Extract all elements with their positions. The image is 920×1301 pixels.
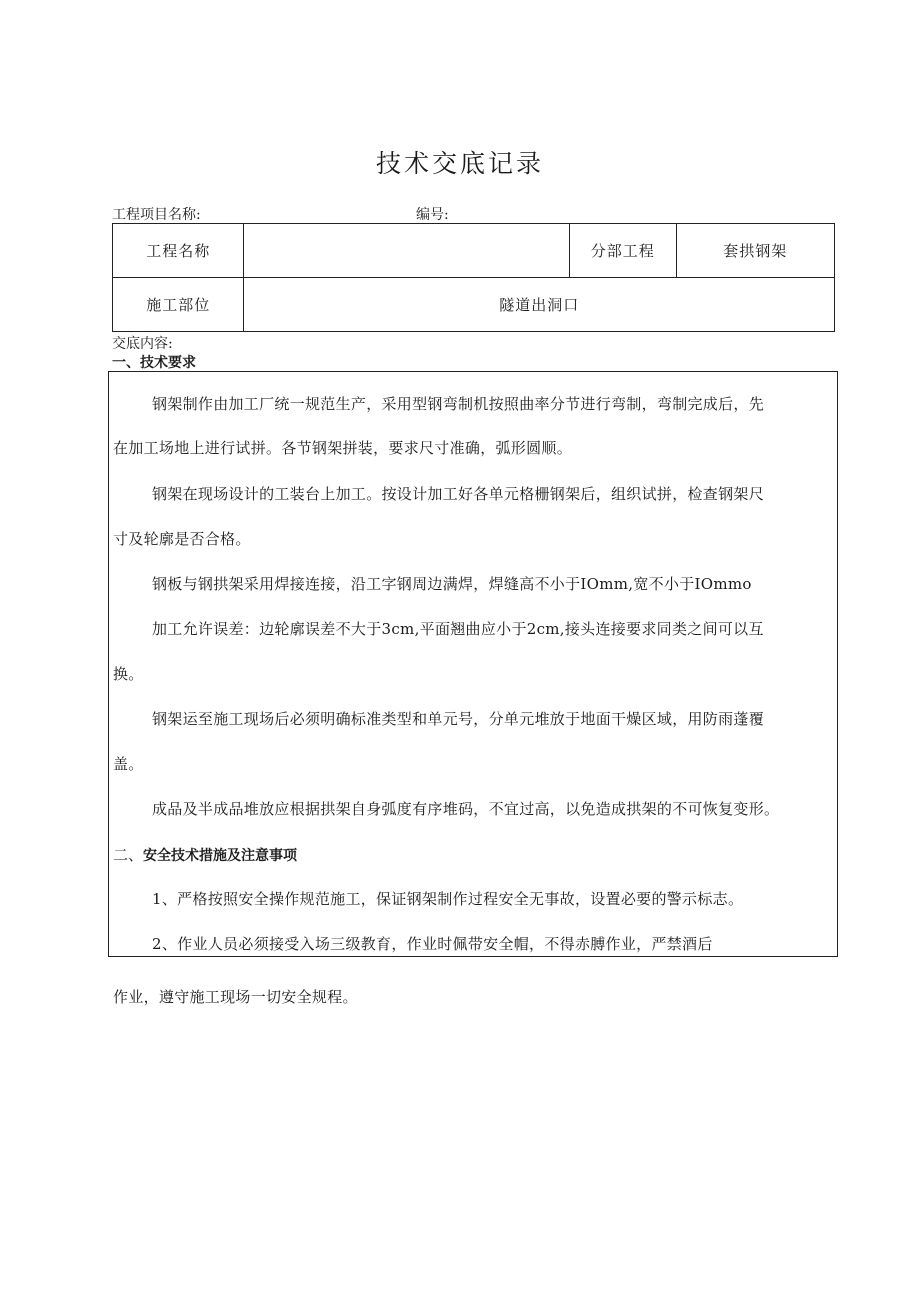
content-line: 钢板与钢拱架采用焊接连接，沿工字钢周边满焊，焊缝高不小于IOmm,宽不小于IOmmo [152, 575, 752, 593]
content-line: 寸及轮廓是否合格。 [113, 530, 251, 548]
number-label: 编号: [416, 207, 449, 223]
content-line: 盖。 [113, 755, 144, 773]
section2-heading: 安全技术措施及注意事项 [143, 848, 298, 864]
content-box [108, 371, 838, 957]
table-row [113, 278, 835, 332]
project-name-value [244, 224, 570, 278]
section2-prefix: 二、 [113, 846, 144, 864]
content-line: 加工允许误差：边轮廓误差不大于3cm,平面翘曲应小于2cm,接头连接要求同类之间可以互 [152, 620, 764, 638]
sub-project-value: 套拱钢架 [676, 224, 834, 278]
construction-location-value: 隧道出洞口 [244, 278, 835, 332]
section2-title [113, 844, 297, 865]
info-table [112, 223, 835, 332]
content-line: 钢架在现场设计的工装台上加工。按设计加工好各单元格栅钢架后，组织试拼，检查钢架尺 [152, 485, 765, 503]
content-line: 1、严格按照安全操作规范施工，保证钢架制作过程安全无事故，设置必要的警示标志。 [152, 890, 744, 908]
table-row [113, 224, 835, 278]
content-line: 成品及半成品堆放应根据拱架自身弧度有序堆码，不宜过高，以免造成拱架的不可恢复变形。 [152, 800, 780, 818]
section1-title: 一、技术要求 [112, 355, 196, 371]
content-line: 2、作业人员必须接受入场三级教育，作业时佩带安全帽，不得赤膊作业，严禁酒后 [152, 935, 713, 953]
content-line: 钢架运至施工现场后必须明确标准类型和单元号，分单元堆放于地面干燥区域，用防雨蓬覆 [152, 710, 765, 728]
content-line: 在加工场地上进行试拼。各节钢架拼装，要求尺寸准确，弧形圆顺。 [113, 439, 573, 457]
content-line: 钢架制作由加工厂统一规范生产，采用型钢弯制机按照曲率分节进行弯制，弯制完成后，先 [152, 395, 765, 413]
content-line: 换。 [113, 665, 144, 683]
construction-location-header: 施工部位 [113, 278, 244, 332]
content-line: 作业，遵守施工现场一切安全规程。 [113, 988, 358, 1006]
sub-project-header: 分部工程 [570, 224, 677, 278]
page-title: 技术交底记录 [375, 149, 544, 178]
content-label: 交底内容: [112, 336, 173, 352]
project-name-header: 工程名称 [113, 224, 244, 278]
project-name-label: 工程项目名称: [112, 207, 201, 223]
